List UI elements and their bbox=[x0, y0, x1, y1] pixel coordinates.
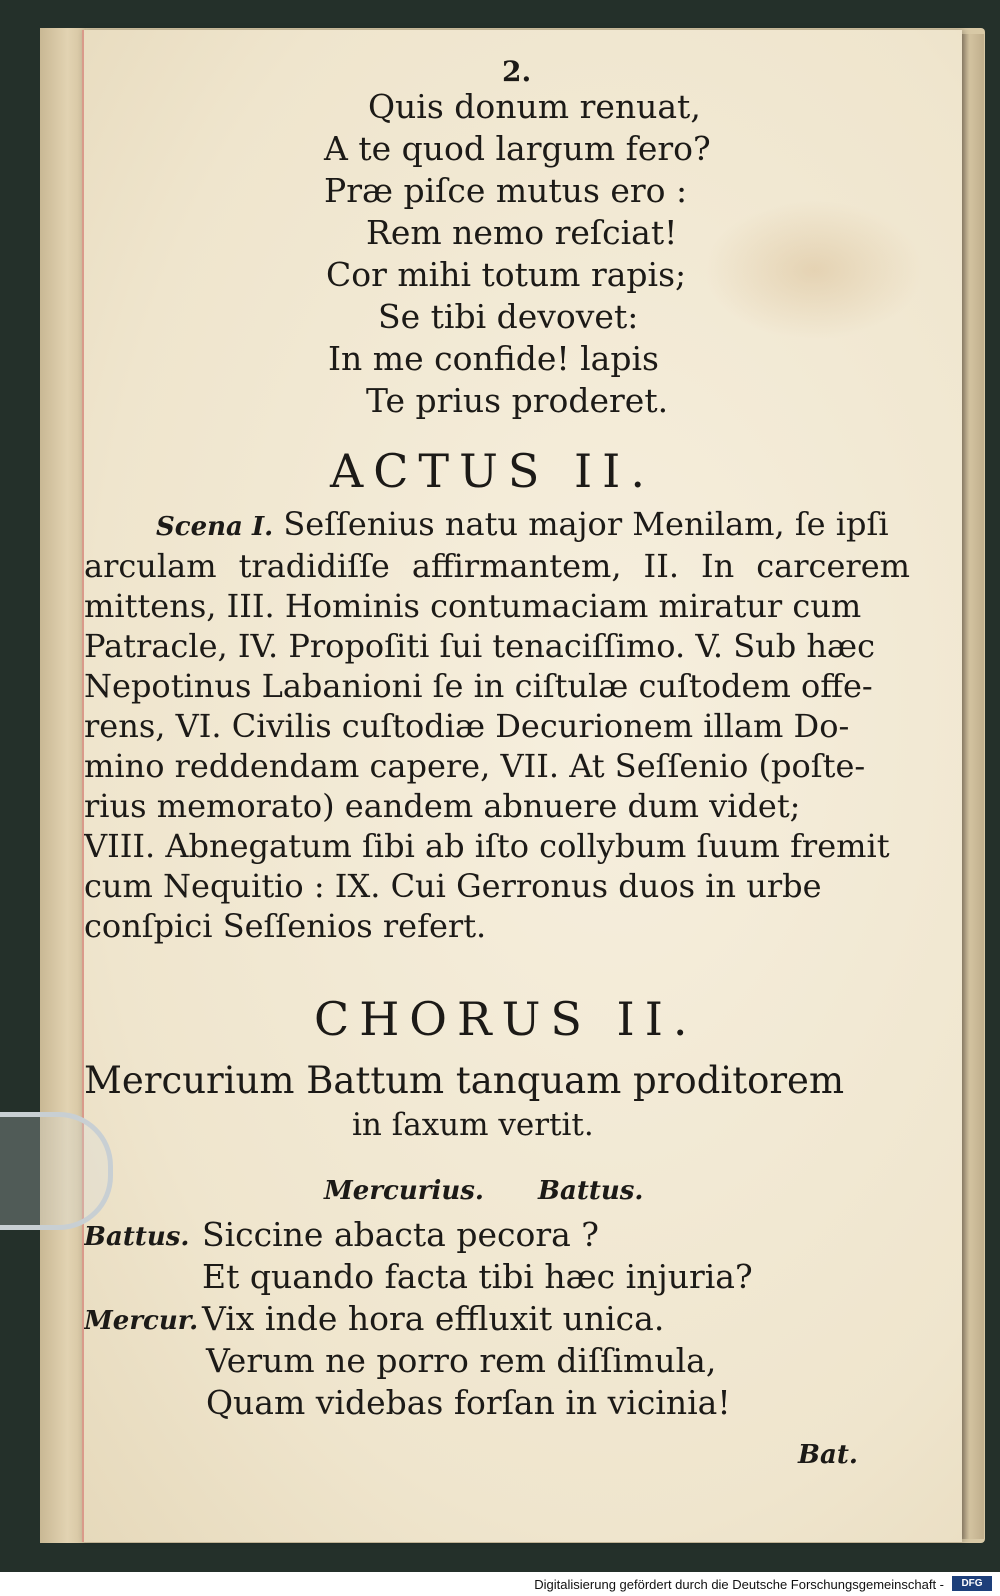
actus-heading: ACTUS II. bbox=[330, 444, 655, 498]
dramatis-persona: Battus. bbox=[538, 1176, 644, 1206]
dialogue-line: Siccine abacta pecora ? bbox=[202, 1215, 599, 1254]
scena-label: Scena I. bbox=[156, 512, 274, 542]
page-number: 2. bbox=[502, 55, 532, 88]
summary-line: Patracle, IV. Propoſiti ſui tenaciſſimo. V. Sub hæc bbox=[84, 627, 875, 665]
scene-summary-first-line bbox=[156, 505, 889, 543]
chorus-heading: CHORUS II. bbox=[314, 992, 698, 1046]
book-page bbox=[82, 30, 962, 1542]
dialogue-line: Vix inde hora effluxit unica. bbox=[202, 1299, 665, 1338]
verse-line: Quis donum renuat, bbox=[368, 87, 701, 126]
summary-line: arculam tradidiſſe affirmantem, II. In carcerem bbox=[84, 547, 910, 585]
dialogue-line: Quam videbas forſan in vicinia! bbox=[206, 1383, 731, 1422]
verse-line: Cor mihi totum rapis; bbox=[326, 255, 687, 294]
footer-bar bbox=[0, 1572, 1000, 1596]
facing-page-strip bbox=[960, 34, 984, 1539]
speaker-label: Battus. bbox=[84, 1222, 190, 1252]
verse-line: Se tibi devovet: bbox=[378, 297, 639, 336]
summary-line: cum Nequitio : IX. Cui Gerronus duos in urbe bbox=[84, 867, 822, 905]
verse-line: In me confide! lapis bbox=[328, 339, 659, 378]
dramatis-persona: Mercurius. bbox=[324, 1176, 484, 1206]
summary-line: mittens, III. Hominis contumaciam miratur cum bbox=[84, 587, 862, 625]
summary-line: mino reddendam capere, VII. At Seſſenio (poſte- bbox=[84, 747, 866, 785]
dfg-logo: DFG bbox=[952, 1576, 992, 1591]
summary-line: Nepotinus Labanioni ſe in ciſtulæ cuſtodem offe- bbox=[84, 667, 873, 705]
summary-line: Seſſenius natu major Menilam, ſe ipſi bbox=[283, 505, 889, 543]
summary-line: rens, VI. Civilis cuſtodiæ Decurionem illam Do- bbox=[84, 707, 850, 745]
dialogue-line: Verum ne porro rem diſſimula, bbox=[206, 1341, 717, 1380]
summary-line: VIII. Abnegatum ſibi ab iſto collybum ſuum fremit bbox=[84, 827, 890, 865]
verse-line: Te prius proderet. bbox=[366, 381, 669, 420]
chorus-subtitle: Mercurium Battum tanquam proditorem bbox=[84, 1059, 845, 1102]
summary-line: rius memorato) eandem abnuere dum videt; bbox=[84, 787, 801, 825]
chorus-subtitle: in ſaxum vertit. bbox=[352, 1107, 594, 1143]
summary-line: conſpici Seſſenios refert. bbox=[84, 907, 487, 945]
verse-line: A te quod largum fero? bbox=[324, 129, 711, 168]
dialogue-line: Et quando facta tibi hæc injuria? bbox=[202, 1257, 753, 1296]
footer-credit: Digitalisierung gefördert durch die Deutsche Forschungsgemeinschaft - bbox=[534, 1577, 944, 1592]
verse-line: Rem nemo reſciat! bbox=[366, 213, 678, 252]
page-edge bbox=[40, 28, 86, 1543]
page-clip bbox=[0, 1112, 113, 1230]
paper-stain bbox=[704, 200, 924, 340]
speaker-label: Mercur. bbox=[84, 1306, 199, 1336]
catchword: Bat. bbox=[798, 1440, 858, 1470]
verse-line: Præ piſce mutus ero : bbox=[324, 171, 688, 210]
